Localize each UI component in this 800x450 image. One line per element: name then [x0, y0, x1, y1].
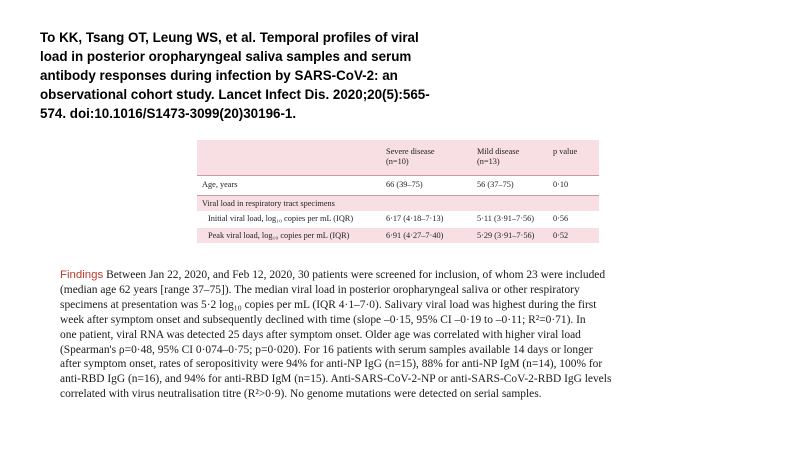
- row-label: Peak viral load, log₁₀ copies per mL (IQR): [208, 231, 350, 240]
- row-label: Initial viral load, log₁₀ copies per mL (IQR): [208, 214, 354, 223]
- findings-paragraph: [60, 268, 725, 402]
- cell-severe: 6·17 (4·18–7·13): [386, 214, 444, 223]
- citation-line: observational cohort study. Lancet Infect Dis. 2020;20(5):565-: [40, 87, 430, 102]
- section-label: Viral load in respiratory tract specimens: [202, 199, 335, 208]
- cell-mild: 5·29 (3·91–7·56): [477, 231, 535, 240]
- findings-line-first: Findings Between Jan 22, 2020, and Feb 12, 2020, 30 patients were screened for inclusion, of whom 23 were included: [60, 269, 606, 281]
- row-label: Age, years: [202, 180, 238, 189]
- findings-line: (Spearman's ρ=0·48, 95% CI 0·074–0·75; p=0·020). For 16 patients with serum samples available 14 days or longer: [60, 343, 593, 356]
- findings-line: one patient, viral RNA was detected 25 days after symptom onset. Older age was correlated with higher viral load: [60, 328, 581, 341]
- cell-severe: 6·91 (4·27–7·40): [386, 231, 444, 240]
- cell-p: 0·10: [553, 180, 569, 189]
- header-p-value: p value: [553, 147, 578, 156]
- results-table: [197, 140, 599, 246]
- table-header: [197, 140, 599, 176]
- header-mild: Mild disease (n=13): [477, 147, 520, 166]
- citation-line: antibody responses during infection by SARS-CoV-2: an: [40, 68, 398, 83]
- findings-line: after symptom onset, rates of seropositivity were 94% for anti-NP IgG (n=15), 88% for anti-NP IgM (n=14), 100% for: [60, 358, 603, 371]
- table-row-section: [197, 195, 599, 211]
- cell-p: 0·56: [553, 214, 569, 223]
- citation-text: [40, 28, 450, 123]
- findings-line: specimens at presentation was 5·2 log₁₀ copies per mL (IQR 4·1–7·0). Salivary viral load was highest during the first: [60, 298, 597, 311]
- header-severe: Severe disease (n=10): [386, 147, 435, 166]
- findings-heading: Findings: [60, 269, 104, 281]
- cell-p: 0·52: [553, 231, 569, 240]
- table-row-peak: [197, 228, 599, 243]
- findings-line: week after symptom onset and subsequently declined with time (slope –0·15, 95% CI –0·19 to –0·11; R²=0·71). In: [60, 313, 586, 326]
- cell-severe: 66 (39–75): [386, 180, 423, 189]
- citation-line: 574. doi:10.1016/S1473-3099(20)30196-1.: [40, 106, 297, 121]
- findings-line: correlated with virus neutralisation titre (R²>0·9). No genome mutations were detected on serial samples.: [60, 388, 542, 401]
- findings-line: (median age 62 years [range 37–75]). The median viral load in posterior oropharyngeal saliva or other respiratory: [60, 283, 580, 296]
- cell-mild: 5·11 (3·91–7·56): [477, 214, 535, 223]
- cell-mild: 56 (37–75): [477, 180, 514, 189]
- findings-line: anti-RBD IgG (n=16), and 94% for anti-RBD IgM (n=15). Anti-SARS-CoV-2-NP or anti-SARS-CoV-2-RBD IgG levels: [60, 373, 612, 386]
- table-row-initial: [197, 211, 599, 226]
- citation-line: load in posterior oropharyngeal saliva samples and serum: [40, 49, 412, 64]
- citation-line: To KK, Tsang OT, Leung WS, et al. Temporal profiles of viral: [40, 30, 419, 45]
- table-row-age: [197, 177, 599, 192]
